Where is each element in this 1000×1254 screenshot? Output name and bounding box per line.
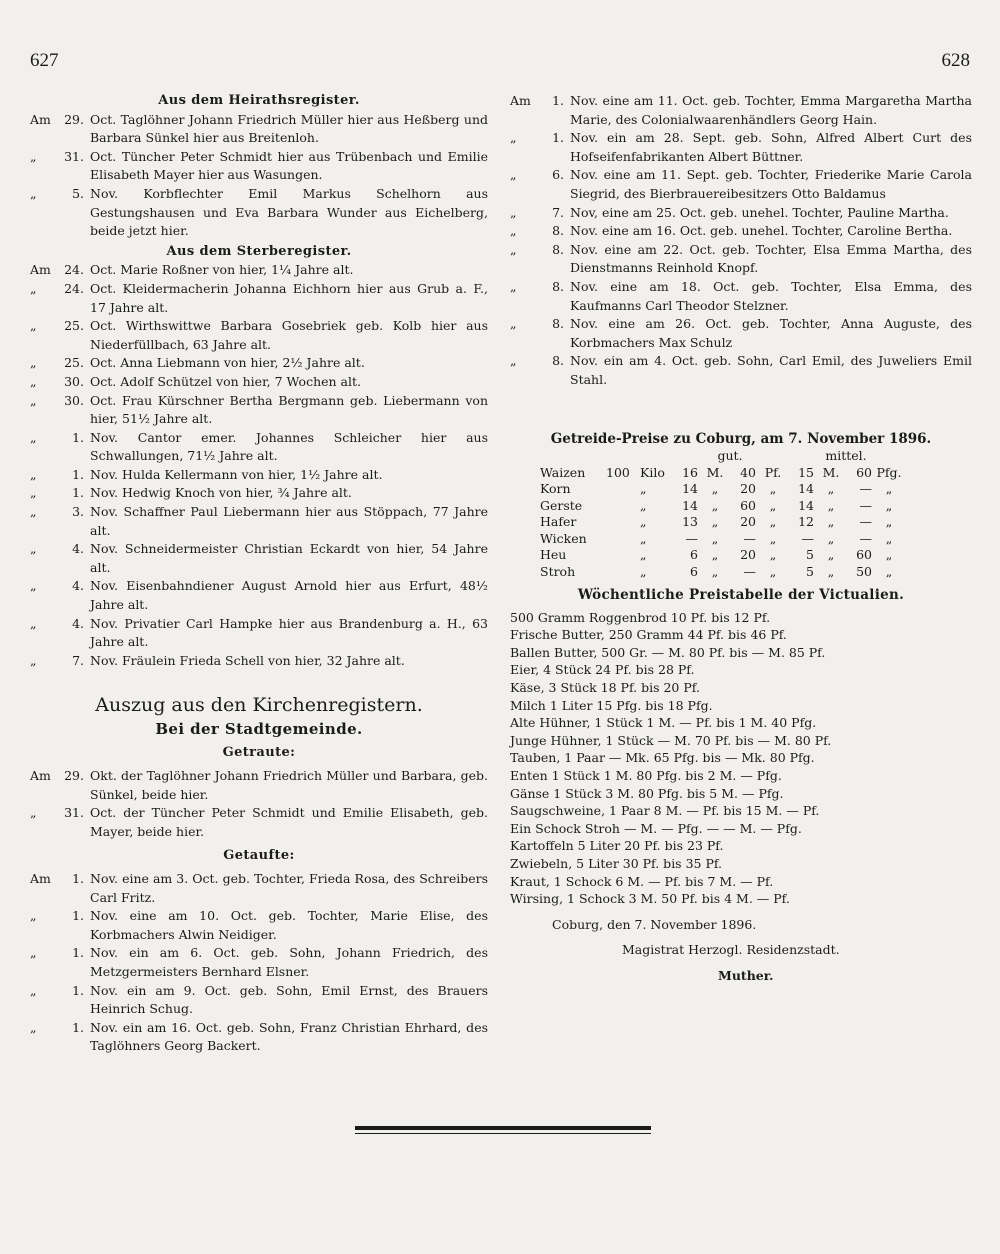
register-entry	[30, 615, 488, 652]
entry-day: 1.	[72, 945, 84, 961]
register-entry	[30, 767, 488, 804]
victual-price-line: Frische Butter, 250 Gramm 44 Pf. bis 46 Pf.	[510, 627, 787, 643]
grain-row	[538, 531, 904, 548]
grain-cell-q1	[604, 481, 638, 498]
grain-row	[538, 465, 904, 482]
entry-text: Nov. eine am 18. Oct. geb. Tochter, Elsa Emma, des Kaufmanns Carl Theodor Stelzner.	[570, 278, 972, 313]
grain-cell-q2: „	[640, 481, 647, 497]
grain-cell-mp: „	[885, 530, 893, 546]
register-entry	[510, 92, 972, 129]
entry-text: Oct. Marie Roßner von hier, 1¼ Jahre alt.	[90, 262, 354, 278]
victual-price-line: Tauben, 1 Paar — Mk. 65 Pfg. bis — Mk. 80 Pfg.	[510, 750, 815, 766]
entry-day: 3.	[72, 504, 84, 520]
entry-prefix: „	[510, 316, 517, 332]
grain-row	[538, 564, 904, 581]
grain-header-mid: mittel.	[825, 448, 867, 464]
grain-cell-gp: „	[769, 497, 777, 513]
entry-day: 30.	[64, 373, 84, 389]
register-entry	[30, 503, 488, 540]
register-entry	[30, 354, 488, 373]
entry-text: Nov. eine am 16. Oct. geb. unehel. Tochter, Caroline Bertha.	[570, 223, 953, 239]
grain-row	[538, 547, 904, 564]
register-entry	[30, 870, 488, 907]
entry-prefix: Am	[30, 768, 51, 783]
grain-cell-q1: 100	[606, 464, 630, 480]
entry-day: 31.	[64, 805, 84, 821]
entry-prefix: „	[30, 429, 37, 445]
entry-text: Nov. Korbflechter Emil Markus Schelhorn aus Gestungshausen und Eva Barbara Wunder aus Eichelberg, beide jetzt hier.	[90, 185, 488, 239]
entry-text: Nov. eine am 26. Oct. geb. Tochter, Anna Auguste, des Korbmachers Max Schulz	[570, 316, 972, 350]
grain-cell-q1	[604, 531, 638, 548]
entry-day: 4.	[72, 578, 84, 594]
victual-price-line: Saugschweine, 1 Paar 8 M. — Pf. bis 15 M. — Pf.	[510, 803, 820, 819]
grain-row	[538, 498, 904, 515]
grain-cell-q2: „	[640, 497, 647, 513]
grain-cell-q1	[604, 514, 638, 531]
entry-text: Oct. Tüncher Peter Schmidt hier aus Trübenbach und Emilie Elisabeth Mayer hier aus Wasungen.	[90, 148, 488, 183]
entry-prefix: „	[30, 373, 37, 389]
grain-cell-gp: „	[769, 563, 777, 579]
page-number-left: 627	[30, 50, 59, 71]
grain-cell-q1	[604, 564, 638, 581]
entry-text: Oct. Anna Liebmann von hier, 2½ Jahre alt.	[90, 355, 365, 371]
marriage-list	[30, 111, 488, 241]
baptisms-heading: Getaufte:	[223, 848, 295, 864]
grain-cell-mp: „	[885, 563, 893, 579]
grain-cell-gp: „	[769, 547, 777, 563]
grain-cell-name: Stroh	[540, 563, 576, 579]
entry-prefix: „	[30, 1019, 37, 1035]
entry-day: 30.	[64, 392, 84, 408]
grain-cell-gp: „	[769, 514, 777, 530]
grain-cell-m1: —	[801, 530, 814, 546]
entry-prefix: „	[510, 278, 517, 294]
entry-prefix: „	[30, 908, 37, 924]
grain-cell-name: Waizen	[540, 464, 586, 480]
victual-price-line: Ein Schock Stroh — M. — Pfg. — — M. — Pfg.	[510, 820, 802, 836]
grain-cell-g2: 20	[740, 547, 756, 563]
grain-cell-mu: „	[827, 563, 835, 579]
entry-day: 1.	[72, 485, 84, 501]
register-entry	[30, 577, 488, 614]
entry-prefix: „	[510, 204, 517, 220]
entry-text: Oct. Kleidermacherin Johanna Eichhorn hier aus Grub a. F., 17 Jahre alt.	[90, 280, 488, 315]
city-parish-heading: Bei der Stadtgemeinde.	[155, 720, 363, 739]
entry-prefix: „	[30, 652, 37, 668]
entry-day: 5.	[72, 185, 84, 201]
grain-cell-gu: „	[711, 530, 719, 546]
grain-cell-mu: „	[827, 530, 835, 546]
grain-cell-m2: 50	[856, 563, 872, 579]
entry-day: 4.	[72, 541, 84, 557]
grain-cell-name: Heu	[540, 547, 567, 563]
right-column	[510, 92, 972, 985]
entry-prefix: „	[30, 615, 37, 631]
entry-prefix: „	[30, 148, 37, 164]
grain-cell-q1	[604, 498, 638, 515]
victual-price-line: 500 Gramm Roggenbrod 10 Pf. bis 12 Pf.	[510, 609, 771, 625]
register-entry	[30, 484, 488, 503]
entry-prefix: „	[30, 982, 37, 998]
register-entry	[510, 352, 972, 389]
entry-day: 25.	[64, 318, 84, 334]
victual-price-line: Alte Hühner, 1 Stück 1 M. — Pf. bis 1 M. 40 Pfg.	[510, 715, 817, 731]
register-entry	[30, 392, 488, 429]
entry-text: Oct. Frau Kürschner Bertha Bergmann geb. Liebermann von hier, 51½ Jahre alt.	[90, 392, 488, 427]
grain-cell-g2: 60	[740, 497, 756, 513]
entry-prefix: „	[510, 130, 517, 146]
grain-cell-m1: 15	[798, 464, 814, 480]
grain-cell-mp: „	[885, 514, 893, 530]
entry-day: 1.	[552, 93, 564, 108]
entry-prefix: „	[510, 241, 517, 257]
entry-prefix: Am	[30, 111, 51, 127]
register-entry	[30, 185, 488, 241]
entry-prefix: „	[30, 392, 37, 408]
entry-text: Nov. Schneidermeister Christian Eckardt von hier, 54 Jahre alt.	[90, 541, 488, 575]
grain-cell-g1: —	[685, 530, 698, 546]
grain-cell-g1: 6	[690, 547, 698, 563]
entry-prefix: Am	[30, 262, 51, 278]
entry-text: Nov. ein am 6. Oct. geb. Sohn, Johann Friedrich, des Metzgermeisters Bernhard Elsner.	[90, 945, 488, 979]
grain-cell-mu: „	[827, 547, 835, 563]
entry-text: Nov. ein am 28. Sept. geb. Sohn, Alfred Albert Curt des Hofseifenfabrikanten Albert Büttner.	[570, 130, 972, 164]
register-entry	[30, 804, 488, 841]
grain-cell-gu: „	[711, 497, 719, 513]
register-entry	[30, 652, 488, 671]
entry-text: Nov. ein am 16. Oct. geb. Sohn, Franz Christian Ehrhard, des Taglöhners Georg Backert.	[90, 1019, 488, 1054]
grain-cell-m1: 5	[806, 547, 814, 563]
register-entry	[30, 261, 488, 280]
grain-cell-q2: „	[640, 514, 647, 530]
entry-text: Oct. Wirthswittwe Barbara Gosebriek geb. Kolb hier aus Niederfüllbach, 63 Jahre alt.	[90, 318, 488, 352]
register-entry	[30, 540, 488, 577]
grain-cell-m2: 60	[856, 464, 872, 480]
entry-prefix: „	[30, 485, 37, 501]
grain-row	[538, 514, 904, 531]
grain-header-row	[538, 448, 904, 465]
grain-cell-mp: „	[885, 547, 893, 563]
entry-text: Nov. eine am 3. Oct. geb. Tochter, Frieda Rosa, des Schreibers Carl Fritz.	[90, 870, 488, 905]
grain-cell-g1: 14	[682, 481, 698, 497]
register-entry	[30, 429, 488, 466]
grain-cell-g2: —	[743, 563, 756, 579]
entry-day: 1.	[72, 982, 84, 998]
baptism-list-continued	[510, 92, 972, 390]
grain-cell-mu: „	[827, 497, 835, 513]
victual-price-title: Wöchentliche Preistabelle der Victualien.	[577, 587, 905, 604]
register-entry	[510, 166, 972, 203]
entry-prefix: „	[30, 578, 37, 594]
grain-cell-gp: „	[769, 530, 777, 546]
entry-text: Okt. der Taglöhner Johann Friedrich Müller und Barbara, geb. Sünkel, beide hier.	[90, 768, 488, 802]
entry-day: 8.	[552, 223, 564, 239]
register-entry	[30, 148, 488, 185]
entry-prefix: „	[30, 805, 37, 821]
entry-prefix: „	[30, 318, 37, 334]
grain-cell-g2: 20	[740, 481, 756, 497]
grain-cell-g2: 20	[740, 514, 756, 530]
register-entry	[30, 317, 488, 354]
grain-cell-g2: —	[743, 530, 756, 546]
grain-cell-name: Hafer	[540, 514, 577, 530]
church-register-heading: Auszug aus den Kirchenregistern.	[95, 694, 423, 717]
grain-cell-mp: „	[885, 497, 893, 513]
page-number-right: 628	[941, 50, 970, 71]
entry-day: 4.	[72, 615, 84, 631]
register-entry	[510, 222, 972, 241]
grain-cell-gu: „	[711, 563, 719, 579]
register-entry	[510, 241, 972, 278]
register-entry	[30, 982, 488, 1019]
entry-prefix: Am	[510, 93, 531, 108]
grain-cell-m1: 14	[798, 497, 814, 513]
grain-cell-m2: 60	[856, 547, 872, 563]
grain-cell-g2: 40	[740, 464, 756, 480]
entry-prefix: „	[30, 541, 37, 557]
entry-text: Nov. eine am 10. Oct. geb. Tochter, Marie Elise, des Korbmachers Alwin Neidiger.	[90, 908, 488, 942]
entry-day: 1.	[72, 1019, 84, 1035]
grain-cell-m1: 5	[806, 563, 814, 579]
issuing-authority: Magistrat Herzogl. Residenzstadt.	[622, 942, 840, 958]
entry-prefix: „	[30, 355, 37, 371]
entry-prefix: „	[510, 353, 517, 369]
grain-cell-mu: M.	[822, 464, 840, 480]
register-entry	[30, 373, 488, 392]
entry-text: Nov. Eisenbahndiener August Arnold hier aus Erfurt, 48½ Jahre alt.	[90, 578, 488, 613]
marriage-register-heading: Aus dem Heirathsregister.	[158, 93, 360, 108]
signature: Muther.	[718, 967, 774, 983]
grain-cell-mp: „	[885, 481, 893, 497]
entry-text: Oct. Taglöhner Johann Friedrich Müller hier aus Heßberg und Barbara Sünkel hier aus Breitenloh.	[90, 111, 488, 146]
entry-day: 25.	[64, 355, 84, 371]
register-entry	[510, 129, 972, 166]
grain-cell-g1: 13	[682, 514, 698, 530]
register-entry	[510, 278, 972, 315]
entry-day: 1.	[72, 908, 84, 924]
register-entry	[30, 466, 488, 485]
entry-text: Nov. ein am 9. Oct. geb. Sohn, Emil Ernst, des Brauers Heinrich Schug.	[90, 982, 488, 1017]
grain-header-good: gut.	[717, 448, 743, 464]
entry-text: Nov. Privatier Carl Hampke hier aus Brandenburg a. H., 63 Jahre alt.	[90, 615, 488, 650]
entry-text: Nov. Hedwig Knoch von hier, ¾ Jahre alt.	[90, 485, 352, 501]
entry-day: 8.	[552, 316, 564, 332]
entry-text: Nov. ein am 4. Oct. geb. Sohn, Carl Emil, des Juweliers Emil Stahl.	[570, 353, 972, 387]
grain-cell-m1: 14	[798, 481, 814, 497]
grain-price-table	[538, 448, 904, 580]
entry-text: Oct. Adolf Schützel von hier, 7 Wochen alt.	[90, 373, 361, 389]
victual-price-line: Eier, 4 Stück 24 Pf. bis 28 Pf.	[510, 662, 695, 678]
victual-price-line: Zwiebeln, 5 Liter 30 Pf. bis 35 Pf.	[510, 856, 723, 871]
entry-text: Oct. der Tüncher Peter Schmidt und Emilie Elisabeth, geb. Mayer, beide hier.	[90, 805, 488, 839]
victual-price-line: Milch 1 Liter 15 Pfg. bis 18 Pfg.	[510, 697, 713, 713]
grain-cell-g1: 14	[682, 497, 698, 513]
entry-prefix: „	[30, 504, 37, 520]
entry-day: 8.	[552, 241, 564, 257]
entry-day: 31.	[64, 148, 84, 164]
victual-price-line: Enten 1 Stück 1 M. 80 Pfg. bis 2 M. — Pfg.	[510, 768, 782, 784]
register-entry	[510, 204, 972, 223]
death-register-heading: Aus dem Sterberegister.	[166, 243, 352, 259]
entry-prefix: Am	[30, 870, 51, 886]
entry-text: Nov. Cantor emer. Johannes Schleicher hier aus Schwallungen, 71½ Jahre alt.	[90, 429, 488, 464]
entry-text: Nov. eine am 22. Oct. geb. Tochter, Elsa Emma Martha, des Dienstmanns Reinhold Knopf.	[570, 241, 972, 276]
entry-prefix: „	[30, 280, 37, 296]
grain-cell-m2: —	[859, 481, 872, 497]
register-entry	[30, 1019, 488, 1056]
grain-cell-mu: „	[827, 514, 835, 530]
grain-cell-gp: Pf.	[764, 464, 782, 480]
wedding-list	[30, 767, 488, 841]
grain-cell-gu: M.	[706, 464, 724, 480]
register-entry	[30, 907, 488, 944]
grain-cell-gu: „	[711, 481, 719, 497]
register-entry	[510, 315, 972, 352]
grain-cell-mp: Pfg.	[876, 464, 902, 480]
grain-price-title: Getreide-Preise zu Coburg, am 7. November 1896.	[550, 430, 932, 447]
victual-price-line: Ballen Butter, 500 Gr. — M. 80 Pf. bis — M. 85 Pf.	[510, 644, 826, 660]
weddings-heading: Getraute:	[222, 745, 296, 761]
entry-prefix: „	[30, 185, 37, 201]
entry-day: 7.	[552, 204, 564, 220]
victual-price-line: Kraut, 1 Schock 6 M. — Pf. bis 7 M. — Pf.	[510, 873, 774, 889]
register-entry	[30, 280, 488, 317]
victual-price-line: Kartoffeln 5 Liter 20 Pf. bis 23 Pf.	[510, 838, 724, 854]
victual-price-line: Junge Hühner, 1 Stück — M. 70 Pf. bis — M. 80 Pf.	[510, 732, 832, 748]
grain-cell-m2: —	[859, 514, 872, 530]
grain-cell-name: Korn	[540, 481, 571, 497]
entry-text: Nov. Hulda Kellermann von hier, 1½ Jahre alt.	[90, 466, 383, 482]
grain-cell-m1: 12	[798, 514, 814, 530]
entry-text: Nov. eine am 11. Sept. geb. Tochter, Friederike Marie Carola Siegrid, des Bierbrauereibesitzers Otto Baldamus	[570, 167, 972, 201]
entry-day: 8.	[552, 353, 564, 369]
grain-cell-q2: Kilo	[640, 464, 665, 480]
grain-cell-q2: „	[640, 563, 647, 579]
entry-day: 1.	[72, 870, 84, 886]
grain-cell-name: Gerste	[540, 497, 583, 513]
entry-day: 7.	[72, 652, 84, 668]
grain-cell-q1	[604, 547, 638, 564]
entry-text: Nov. eine am 11. Oct. geb. Tochter, Emma Margaretha Martha Marie, des Colonialwaarenhändlers Georg Hain.	[570, 93, 972, 127]
entry-day: 1.	[72, 466, 84, 482]
grain-cell-gp: „	[769, 481, 777, 497]
grain-cell-m2: —	[859, 497, 872, 513]
grain-cell-mu: „	[827, 481, 835, 497]
entry-prefix: „	[510, 167, 517, 183]
register-entry	[30, 944, 488, 981]
grain-cell-q2: „	[640, 547, 647, 563]
footer-rule-thin	[355, 1133, 651, 1134]
entry-day: 29.	[64, 111, 84, 127]
victual-price-line: Wirsing, 1 Schock 3 M. 50 Pf. bis 4 M. — Pf.	[510, 891, 790, 907]
grain-row	[538, 481, 904, 498]
grain-cell-name: Wicken	[540, 530, 587, 546]
entry-text: Nov. Fräulein Frieda Schell von hier, 32 Jahre alt.	[90, 652, 405, 668]
entry-day: 1.	[552, 130, 564, 146]
grain-cell-gu: „	[711, 514, 719, 530]
grain-cell-m2: —	[859, 530, 872, 546]
victual-price-line: Käse, 3 Stück 18 Pf. bis 20 Pf.	[510, 680, 700, 696]
footer-rule	[355, 1126, 651, 1130]
baptism-list	[30, 870, 488, 1056]
entry-day: 6.	[552, 167, 564, 183]
entry-day: 24.	[64, 280, 84, 296]
grain-cell-q2: „	[640, 530, 647, 546]
victual-price-list	[510, 609, 972, 908]
entry-day: 29.	[64, 768, 84, 783]
grain-cell-gu: „	[711, 547, 719, 563]
victual-price-line: Gänse 1 Stück 3 M. 80 Pfg. bis 5 M. — Pfg.	[510, 785, 784, 801]
left-column	[30, 92, 488, 1056]
grain-cell-g1: 16	[682, 464, 698, 480]
entry-text: Nov, eine am 25. Oct. geb. unehel. Tochter, Pauline Martha.	[570, 204, 949, 220]
grain-cell-g1: 6	[690, 563, 698, 579]
death-list	[30, 261, 488, 670]
entry-prefix: „	[30, 945, 37, 961]
entry-text: Nov. Schaffner Paul Liebermann hier aus Stöppach, 77 Jahre alt.	[90, 504, 488, 538]
register-entry	[30, 111, 488, 148]
entry-day: 1.	[72, 429, 84, 445]
dateline: Coburg, den 7. November 1896.	[552, 916, 757, 932]
entry-day: 24.	[64, 262, 84, 278]
entry-prefix: „	[30, 466, 37, 482]
entry-day: 8.	[552, 278, 564, 294]
entry-prefix: „	[510, 223, 517, 239]
